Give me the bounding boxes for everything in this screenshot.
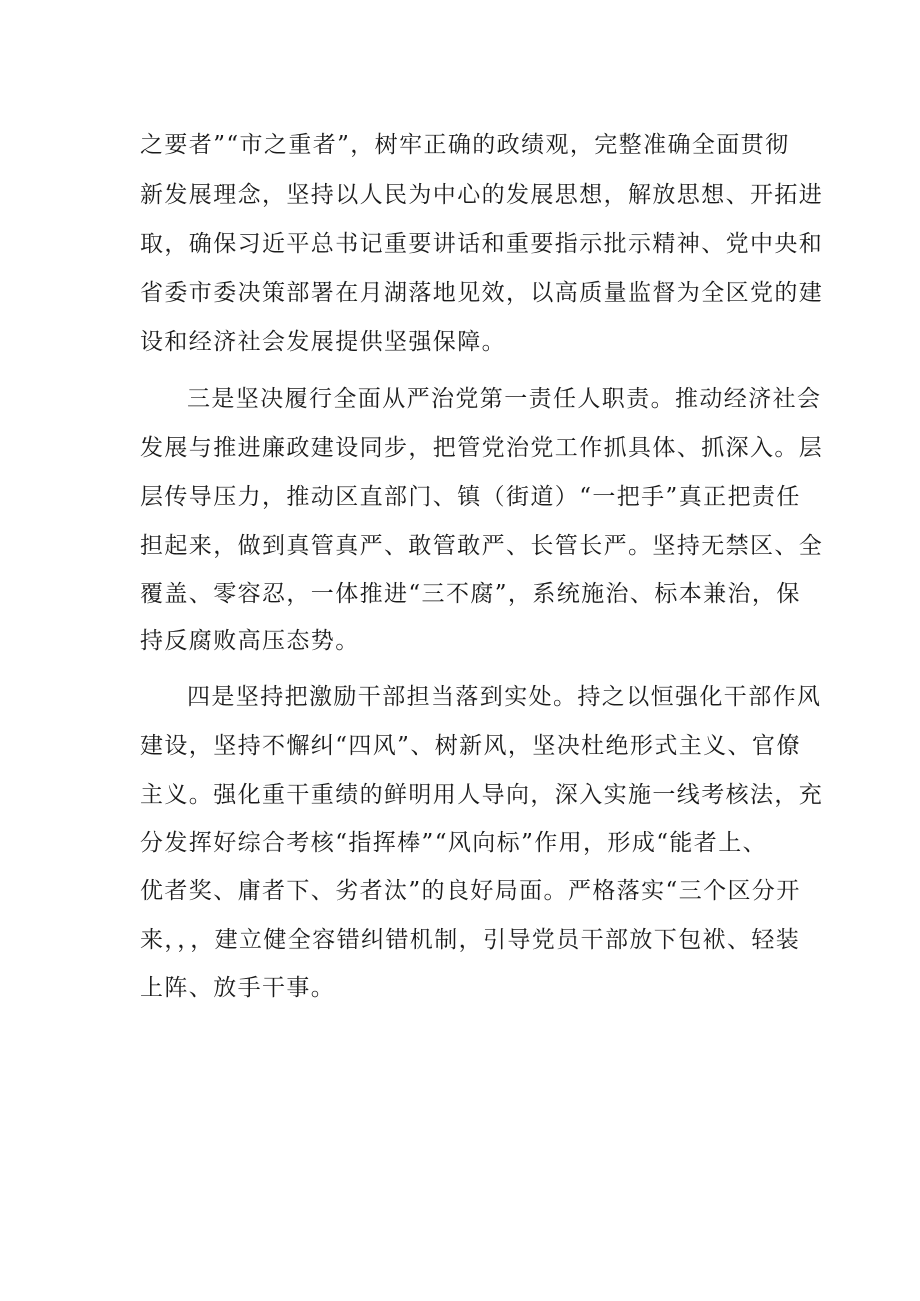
paragraph-line: 主义。强化重干重绩的鲜明用人导向，深入实施一线考核法，充 xyxy=(140,782,824,808)
paragraph-line: 担起来，做到真管真严、敢管敢严、长管长严。坚持无禁区、全 xyxy=(140,533,824,559)
paragraph-line: 建设，坚持不懈纠“四风”、树新风，坚决杜绝形式主义、官僚 xyxy=(140,733,801,759)
paragraph-line: 发展与推进廉政建设同步，把管党治党工作抓具体、抓深入。层 xyxy=(140,435,824,461)
paragraph-line: 三是坚决履行全面从严治党第一责任人职责。推动经济社会 xyxy=(187,386,822,412)
paragraph-line: 分发挥好综合考核“指挥棒”“风向标”作用，形成“能者上、 xyxy=(140,830,767,856)
paragraph-line: 省委市委决策部署在月湖落地见效，以高质量监督为全区党的建 xyxy=(140,280,824,306)
paragraph-line: 覆盖、零容忍，一体推进“三不腐”，系统施治、标本兼治，保 xyxy=(140,581,801,607)
paragraph-line: 上阵、放手干事。 xyxy=(140,975,336,1001)
paragraph-line: 新发展理念，坚持以人民为中心的发展思想，解放思想、开拓进 xyxy=(140,182,824,208)
paragraph-line: 取，确保习近平总书记重要讲话和重要指示批示精神、党中央和 xyxy=(140,231,824,257)
paragraph-line: 来，，，建立健全容错纠错机制，引导党员干部放下包袱、轻装 xyxy=(140,927,801,953)
paragraph-line: 之要者”“市之重者”，树牢正确的政绩观，完整准确全面贯彻 xyxy=(140,132,790,158)
paragraph-line: 层传导压力，推动区直部门、镇（街道）“一把手”真正把责任 xyxy=(140,484,801,510)
paragraph-line: 四是坚持把激励干部担当落到实处。持之以恒强化干部作风 xyxy=(187,684,822,710)
paragraph-line: 设和经济社会发展提供坚强保障。 xyxy=(140,329,506,355)
paragraph-line: 优者奖、庸者下、劣者汰”的良好局面。严格落实“三个区分开 xyxy=(140,878,801,904)
paragraph-line: 持反腐败高压态势。 xyxy=(140,628,360,654)
